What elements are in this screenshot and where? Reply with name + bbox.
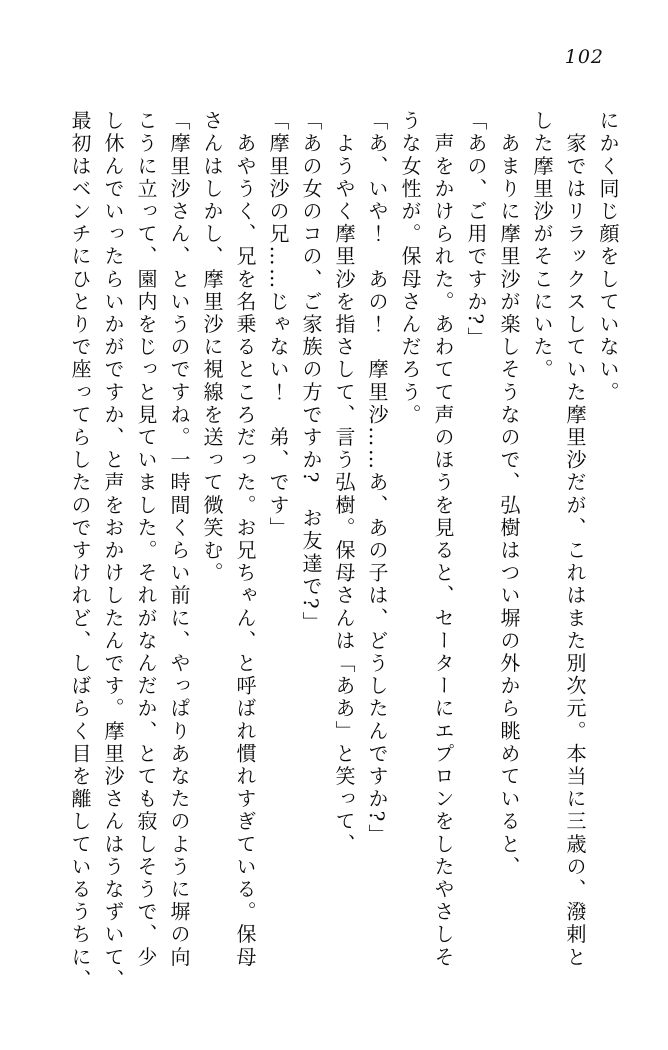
text-line: 「摩里沙さん、というのですね。一時間くらい前に、やっぱりあなたのように塀の向 bbox=[167, 110, 191, 969]
text-line: 「あの、ご用ですか?」 bbox=[464, 110, 488, 350]
text-line: した摩里沙がそこにいた。 bbox=[530, 110, 554, 382]
page-number: 102 bbox=[564, 46, 604, 68]
text-line: にかく同じ顔をしていない。 bbox=[596, 110, 620, 404]
text-line: 声をかけられた。あわてて声のほうを見ると、セーターにエプロンをしたやさしそ bbox=[431, 110, 455, 969]
text-line: さんはしかし、摩里沙に視線を送って微笑む。 bbox=[200, 110, 224, 585]
text-line: 「あ、いや！ あの！ 摩里沙……あ、あの子は、どうしたんですか?」 bbox=[365, 110, 389, 847]
text-line: 家ではリラックスしていた摩里沙だが、これはまた別次元。本当に三歳の、潑剌と bbox=[563, 110, 587, 969]
text-line: こうに立って、園内をじっと見ていました。それがなんだか、とても寂しそうで、少 bbox=[134, 110, 158, 969]
text-line: 最初はベンチにひとりで座ってらしたのですけれど、しばらく目を離しているうちに、 bbox=[68, 110, 92, 992]
text-line: うな女性が。保母さんだろう。 bbox=[398, 110, 422, 427]
body-text-block bbox=[63, 110, 624, 1018]
text-line: 「あの女のコの、ご家族の方ですか? お友達で?」 bbox=[299, 110, 323, 634]
text-line: ようやく摩里沙を指さして、言う弘樹。保母さんは「ああ」と笑って、 bbox=[332, 110, 356, 856]
text-line: し休んでいったらいかがですか、と声をおかけしたんです。摩里沙さんはうなずいて、 bbox=[101, 110, 125, 992]
text-line: あやうく、兄を名乗るところだった。お兄ちゃん、と呼ばれ慣れすぎている。保母 bbox=[233, 110, 257, 969]
text-line: 「摩里沙の兄……じゃない！ 弟、です」 bbox=[266, 110, 290, 540]
text-line: あまりに摩里沙が楽しそうなので、弘樹はつい塀の外から眺めていると、 bbox=[497, 110, 521, 879]
